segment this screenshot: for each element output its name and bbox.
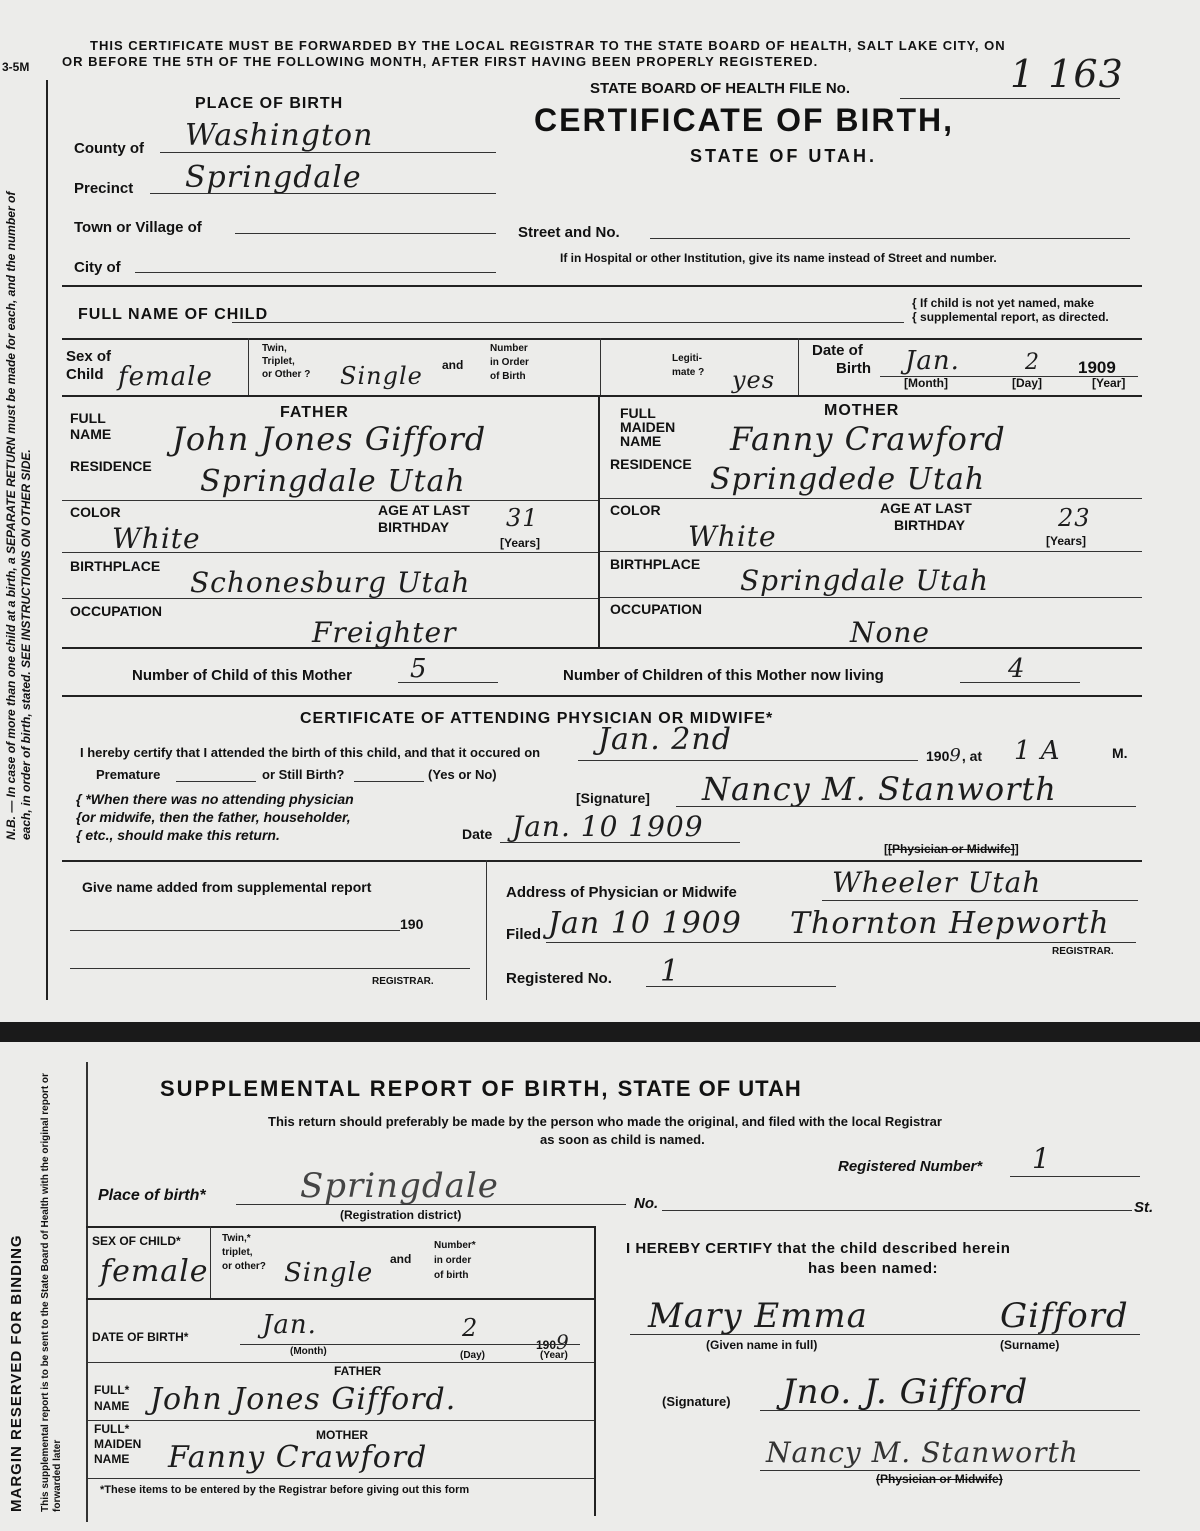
father-age-label: AGE AT LAST BIRTHDAY	[378, 502, 470, 535]
forwarding-notice-line-2: OR BEFORE THE 5TH OF THE FOLLOWING MONTH, AFTER FIRST HAVING BEEN PROPERLY REGISTERED.	[62, 54, 819, 69]
precinct-value: Springdale	[185, 160, 362, 195]
sex-of-child-label: SEX OF CHILD*	[92, 1234, 181, 1248]
father-residence: Springdale Utah	[200, 464, 466, 499]
supp-physician-signature: Nancy M. Stanworth	[766, 1436, 1079, 1469]
supp-father-heading: FATHER	[334, 1364, 382, 1378]
mother-name: Fanny Crawford	[730, 420, 1006, 458]
supp-certify-line-2: has been named:	[808, 1260, 939, 1277]
file-no-label: STATE BOARD OF HEALTH FILE No.	[590, 80, 850, 97]
physician-midwife-caption: [[Physician or Midwife]]	[884, 842, 1019, 856]
sex-of-child-value: female	[100, 1254, 209, 1289]
unnamed-note: { If child is not yet named, make { supplemental report, as directed.	[912, 296, 1109, 324]
registrar-caption: REGISTRAR.	[1052, 946, 1114, 957]
birth-hour: 1 A	[1014, 736, 1061, 766]
legit-label: Legiti- mate ?	[672, 353, 705, 378]
registrar-footnote: *These items to be entered by the Registrar before giving out this form	[100, 1484, 470, 1496]
father-full-name-label: FULL NAME	[70, 410, 112, 442]
street-label: Street and No.	[518, 224, 620, 241]
cert-date-label: Date	[462, 826, 493, 842]
margin-binding-note: MARGIN RESERVED FOR BINDING	[8, 1234, 25, 1512]
children-living: 4	[1008, 654, 1026, 684]
supp-dob-day: 2	[462, 1314, 479, 1342]
supplemental-note-line-1: This return should preferably be made by the person who made the original, and filed with the local Registrar	[268, 1114, 942, 1129]
children-living-label: Number of Children of this Mother now living	[563, 667, 884, 684]
mother-age-label: AGE AT LAST BIRTHDAY	[880, 500, 972, 533]
precinct-label: Precinct	[74, 180, 134, 197]
st-label: St.	[1134, 1199, 1154, 1216]
mother-color: White	[688, 520, 777, 553]
mother-years-caption: [Years]	[1046, 534, 1087, 548]
certificate-title: CERTIFICATE OF BIRTH,	[534, 102, 955, 138]
physician-heading: CERTIFICATE OF ATTENDING PHYSICIAN OR MIDWIFE*	[300, 710, 774, 727]
supp-father-name: John Jones Gifford.	[150, 1382, 457, 1417]
mother-birthplace-label: BIRTHPLACE	[610, 556, 701, 572]
supp-dob-month: Jan.	[262, 1310, 317, 1340]
father-age: 31	[506, 504, 539, 532]
father-occupation-label: OCCUPATION	[70, 603, 163, 619]
father-birthplace-label: BIRTHPLACE	[70, 558, 161, 574]
supp-month-caption: (Month)	[290, 1346, 327, 1357]
hour-meridiem: M.	[1112, 745, 1128, 761]
still-birth-label: or Still Birth?	[262, 767, 345, 782]
supp-father-name-label: FULL* NAME	[94, 1383, 130, 1413]
no-label: No.	[634, 1195, 659, 1212]
father-birthplace: Schonesburg Utah	[190, 566, 471, 599]
father-color-label: COLOR	[70, 504, 121, 520]
place-of-birth-heading: PLACE OF BIRTH	[195, 95, 344, 112]
father-years-caption: [Years]	[500, 536, 541, 550]
twin-label: Twin, Triplet, or Other ?	[262, 343, 311, 380]
yes-no-label: (Yes or No)	[428, 767, 497, 782]
mother-age: 23	[1058, 504, 1091, 532]
county-value: Washington	[185, 118, 374, 153]
place-of-birth-value: Springdale	[300, 1166, 499, 1206]
mother-color-label: COLOR	[610, 502, 661, 518]
dob-day-caption: [Day]	[1012, 376, 1043, 390]
file-no-line	[900, 98, 1120, 99]
father-color: White	[112, 522, 201, 555]
registered-no: 1	[660, 954, 681, 989]
and-label: and	[442, 358, 464, 372]
cert-date: Jan. 10 1909	[512, 810, 704, 843]
dob-year-caption: [Year]	[1092, 376, 1126, 390]
dob-month-caption: [Month]	[904, 376, 948, 390]
dob-day: 2	[1025, 350, 1040, 375]
county-label: County of	[74, 140, 144, 157]
registered-number-label: Registered Number*	[838, 1158, 983, 1175]
filed-registrar: Thornton Hepworth	[790, 906, 1110, 941]
supplemental-year: 190	[400, 916, 424, 932]
mother-full-maiden-label: FULL MAIDEN NAME	[620, 405, 676, 449]
supp-mother-name: Fanny Crawford	[168, 1440, 428, 1475]
legit-value: yes	[732, 366, 776, 394]
supp-dob-year: 1909	[536, 1330, 570, 1354]
mother-birthplace: Springdale Utah	[740, 564, 990, 597]
given-name: Mary Emma	[648, 1296, 868, 1336]
mother-occupation-label: OCCUPATION	[610, 601, 703, 617]
hospital-note: If in Hospital or other Institution, give its name instead of Street and number.	[560, 251, 997, 265]
supp-physician-caption: (Physician or Midwife)	[876, 1472, 1003, 1486]
address-label: Address of Physician or Midwife	[506, 884, 737, 901]
supp-dob-label: DATE OF BIRTH*	[92, 1330, 189, 1344]
sex-value: female	[118, 362, 213, 392]
filed-label: Filed	[506, 926, 542, 943]
mother-heading: MOTHER	[824, 402, 900, 419]
supp-mother-heading: MOTHER	[316, 1428, 368, 1442]
signature-label: [Signature]	[576, 790, 650, 806]
occurred-year: 1909, at	[926, 745, 983, 766]
supplemental-title: SUPPLEMENTAL REPORT OF BIRTH, STATE OF UTAH	[160, 1076, 802, 1101]
given-name-caption: (Given name in full)	[706, 1338, 818, 1352]
physician-address: Wheeler Utah	[832, 866, 1042, 899]
physician-signature: Nancy M. Stanworth	[702, 770, 1057, 808]
town-label: Town or Village of	[74, 219, 202, 236]
supplemental-report	[0, 1042, 1200, 1531]
father-heading: FATHER	[280, 404, 349, 421]
surname-caption: (Surname)	[1000, 1338, 1060, 1352]
form-code: 3-5M	[2, 60, 30, 74]
supp-order-label: Number* in order of birth	[434, 1240, 476, 1281]
file-no: 1 163	[1010, 52, 1124, 96]
no-attendant-note: { *When there was no attending physician {or midwife, then the father, householder, { etc., should make this return.	[76, 791, 354, 843]
city-label: City of	[74, 259, 121, 276]
certify-text: I hereby certify that I attended the birth of this child, and that it occured on	[80, 745, 541, 760]
premature-label: Premature	[96, 767, 161, 782]
supp-certify-line-1: I HEREBY CERTIFY that the child described herein	[626, 1240, 1011, 1257]
registration-district-caption: (Registration district)	[340, 1208, 462, 1222]
supplemental-note-line-2: as soon as child is named.	[540, 1132, 705, 1147]
registrar-caption-left: REGISTRAR.	[372, 976, 434, 987]
supp-twin-value: Single	[284, 1258, 374, 1288]
place-of-birth-label: Place of birth*	[98, 1187, 206, 1204]
twin-value: Single	[340, 362, 423, 390]
dob-month: Jan.	[905, 346, 960, 376]
child-number-label: Number of Child of this Mother	[132, 667, 352, 684]
child-number: 5	[410, 654, 428, 684]
registered-no-label: Registered No.	[506, 970, 612, 987]
certificate-subtitle: STATE OF UTAH.	[690, 146, 877, 166]
registered-number: 1	[1032, 1142, 1051, 1175]
supp-and-label: and	[390, 1252, 412, 1266]
mother-occupation: None	[850, 616, 930, 649]
filed-date: Jan 10 1909	[548, 906, 742, 941]
supp-twin-label: Twin,* triplet, or other?	[222, 1233, 266, 1272]
full-name-label: FULL NAME OF CHILD	[78, 306, 269, 323]
supp-day-caption: (Day)	[460, 1350, 486, 1361]
supplemental-name-label: Give name added from supplemental report	[82, 879, 372, 895]
supp-signature-label: (Signature)	[662, 1394, 731, 1409]
dob-year: 1909	[1078, 358, 1116, 377]
supp-mother-maiden-label: FULL* MAIDEN NAME	[94, 1422, 142, 1466]
father-residence-label: RESIDENCE	[70, 458, 152, 474]
left-margin-rule	[46, 80, 48, 1000]
surname: Gifford	[1000, 1296, 1129, 1336]
date-of-birth-label: Date of Birth	[812, 342, 871, 377]
margin-binding-note-2: This supplemental report is to be sent to the State Board of Health with the original report or forwarded later	[40, 1073, 63, 1512]
father-name: John Jones Gifford	[172, 420, 487, 458]
order-label: Number in Order of Birth	[490, 343, 529, 382]
occurred-date: Jan. 2nd	[598, 722, 732, 757]
side-note: N.B. — In case of more than one child at a birth, a SEPARATE RETURN must be made for each, and the number of each, in order of birth, stated. SEE INSTRUCTIONS ON OTHER SIDE.	[4, 191, 33, 840]
mother-residence: Springdede Utah	[710, 462, 986, 497]
supp-year-caption: (Year)	[540, 1350, 568, 1361]
father-occupation: Freighter	[312, 616, 457, 649]
supp-signature: Jno. J. Gifford	[782, 1372, 1029, 1412]
mother-residence-label: RESIDENCE	[610, 456, 692, 472]
forwarding-notice-line-1: THIS CERTIFICATE MUST BE FORWARDED BY THE LOCAL REGISTRAR TO THE STATE BOARD OF HEALTH, SALT LAKE CITY, ON	[90, 38, 1006, 53]
sex-label: Sex of Child	[66, 348, 112, 383]
